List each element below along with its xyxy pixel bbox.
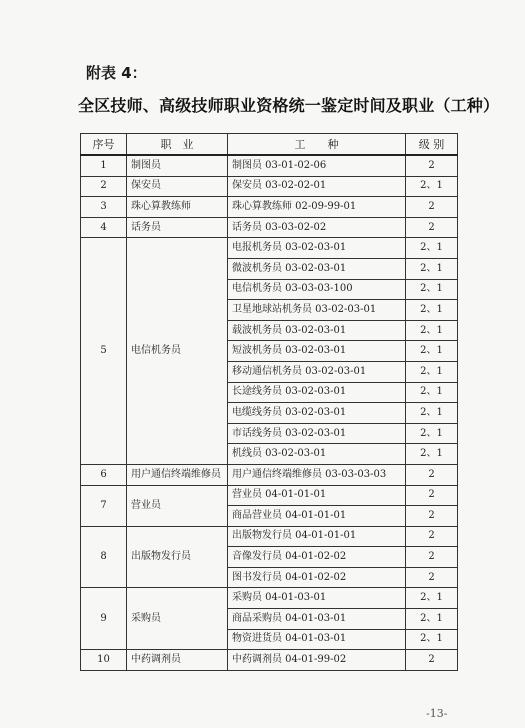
cell-level: 2 [406, 197, 458, 218]
cell-occupation: 保安员 [127, 176, 228, 197]
cell-trade: 短波机务员 03-02-03-01 [228, 341, 406, 362]
cell-level: 2、1 [406, 588, 458, 609]
cell-occupation: 话务员 [127, 217, 228, 238]
cell-no: 4 [81, 217, 127, 238]
cell-trade: 机线员 03-02-03-01 [228, 444, 406, 465]
cell-no: 6 [81, 464, 127, 485]
cell-trade: 用户通信终端维修员 03-03-03-03 [228, 464, 406, 485]
cell-level: 2 [406, 567, 458, 588]
cell-trade: 采购员 04-01-03-01 [228, 588, 406, 609]
cell-level: 2、1 [406, 279, 458, 300]
cell-trade: 中药调剂员 04-01-99-02 [228, 650, 406, 671]
cell-level: 2、1 [406, 423, 458, 444]
table-row [81, 588, 458, 609]
cell-occupation: 中药调剂员 [127, 650, 228, 671]
cell-trade: 珠心算教练师 02-09-99-01 [228, 197, 406, 218]
table-row [81, 176, 458, 197]
cell-no: 7 [81, 485, 127, 526]
header-trade: 工 种 [228, 134, 406, 156]
header-no: 序号 [81, 134, 127, 156]
cell-level: 2、1 [406, 341, 458, 362]
cell-no: 10 [81, 650, 127, 671]
cell-level: 2 [406, 547, 458, 568]
occupation-table [80, 133, 458, 671]
document-title: 全区技师、高级技师职业资格统一鉴定时间及职业（工种） [78, 96, 500, 115]
cell-level: 2 [406, 526, 458, 547]
cell-trade: 电报机务员 03-02-03-01 [228, 238, 406, 259]
table-row [81, 485, 458, 506]
cell-level: 2 [406, 650, 458, 671]
table-row [81, 464, 458, 485]
table-body [81, 155, 458, 670]
cell-level: 2 [406, 217, 458, 238]
cell-occupation: 出版物发行员 [127, 526, 228, 588]
cell-trade: 微波机务员 03-02-03-01 [228, 258, 406, 279]
cell-trade: 卫星地球站机务员 03-02-03-01 [228, 300, 406, 321]
cell-occupation: 电信机务员 [127, 238, 228, 465]
cell-trade: 保安员 03-02-02-01 [228, 176, 406, 197]
cell-occupation: 采购员 [127, 588, 228, 650]
cell-trade: 音像发行员 04-01-02-02 [228, 547, 406, 568]
annex-label: 附表 4： [86, 64, 147, 82]
cell-level: 2、1 [406, 382, 458, 403]
cell-trade: 电信机务员 03-03-03-100 [228, 279, 406, 300]
table-row [81, 197, 458, 218]
cell-trade: 出版物发行员 04-01-01-01 [228, 526, 406, 547]
table-row [81, 217, 458, 238]
table-row [81, 238, 458, 259]
cell-level: 2、1 [406, 238, 458, 259]
cell-trade: 营业员 04-01-01-01 [228, 485, 406, 506]
table-row [81, 650, 458, 671]
cell-level: 2、1 [406, 403, 458, 424]
cell-level: 2、1 [406, 320, 458, 341]
cell-level: 2、1 [406, 176, 458, 197]
cell-level: 2、1 [406, 444, 458, 465]
page-number: -13- [426, 707, 448, 720]
table-header-row [81, 134, 458, 156]
cell-trade: 长途线务员 03-02-03-01 [228, 382, 406, 403]
cell-trade: 市话线务员 03-02-03-01 [228, 423, 406, 444]
cell-level: 2 [406, 155, 458, 176]
cell-trade: 物资进货员 04-01-03-01 [228, 629, 406, 650]
cell-level: 2、1 [406, 629, 458, 650]
cell-trade: 电缆线务员 03-02-03-01 [228, 403, 406, 424]
cell-level: 2、1 [406, 258, 458, 279]
header-occupation: 职 业 [127, 134, 228, 156]
cell-occupation: 珠心算教练师 [127, 197, 228, 218]
cell-no: 8 [81, 526, 127, 588]
cell-level: 2、1 [406, 609, 458, 630]
cell-trade: 话务员 03-03-02-02 [228, 217, 406, 238]
cell-trade: 商品营业员 04-01-01-01 [228, 506, 406, 527]
header-level: 级 别 [406, 134, 458, 156]
cell-occupation: 营业员 [127, 485, 228, 526]
cell-trade: 载波机务员 03-02-03-01 [228, 320, 406, 341]
cell-no: 9 [81, 588, 127, 650]
table-row [81, 155, 458, 176]
cell-level: 2、1 [406, 300, 458, 321]
cell-level: 2 [406, 464, 458, 485]
cell-level: 2 [406, 506, 458, 527]
cell-level: 2 [406, 485, 458, 506]
cell-no: 3 [81, 197, 127, 218]
cell-occupation: 用户通信终端维修员 [127, 464, 228, 485]
cell-trade: 商品采购员 04-01-03-01 [228, 609, 406, 630]
cell-trade: 移动通信机务员 03-02-03-01 [228, 361, 406, 382]
cell-level: 2、1 [406, 361, 458, 382]
cell-no: 2 [81, 176, 127, 197]
cell-no: 5 [81, 238, 127, 465]
cell-trade: 图书发行员 04-01-02-02 [228, 567, 406, 588]
cell-trade: 制图员 03-01-02-06 [228, 155, 406, 176]
cell-no: 1 [81, 155, 127, 176]
cell-occupation: 制图员 [127, 155, 228, 176]
table-row [81, 526, 458, 547]
